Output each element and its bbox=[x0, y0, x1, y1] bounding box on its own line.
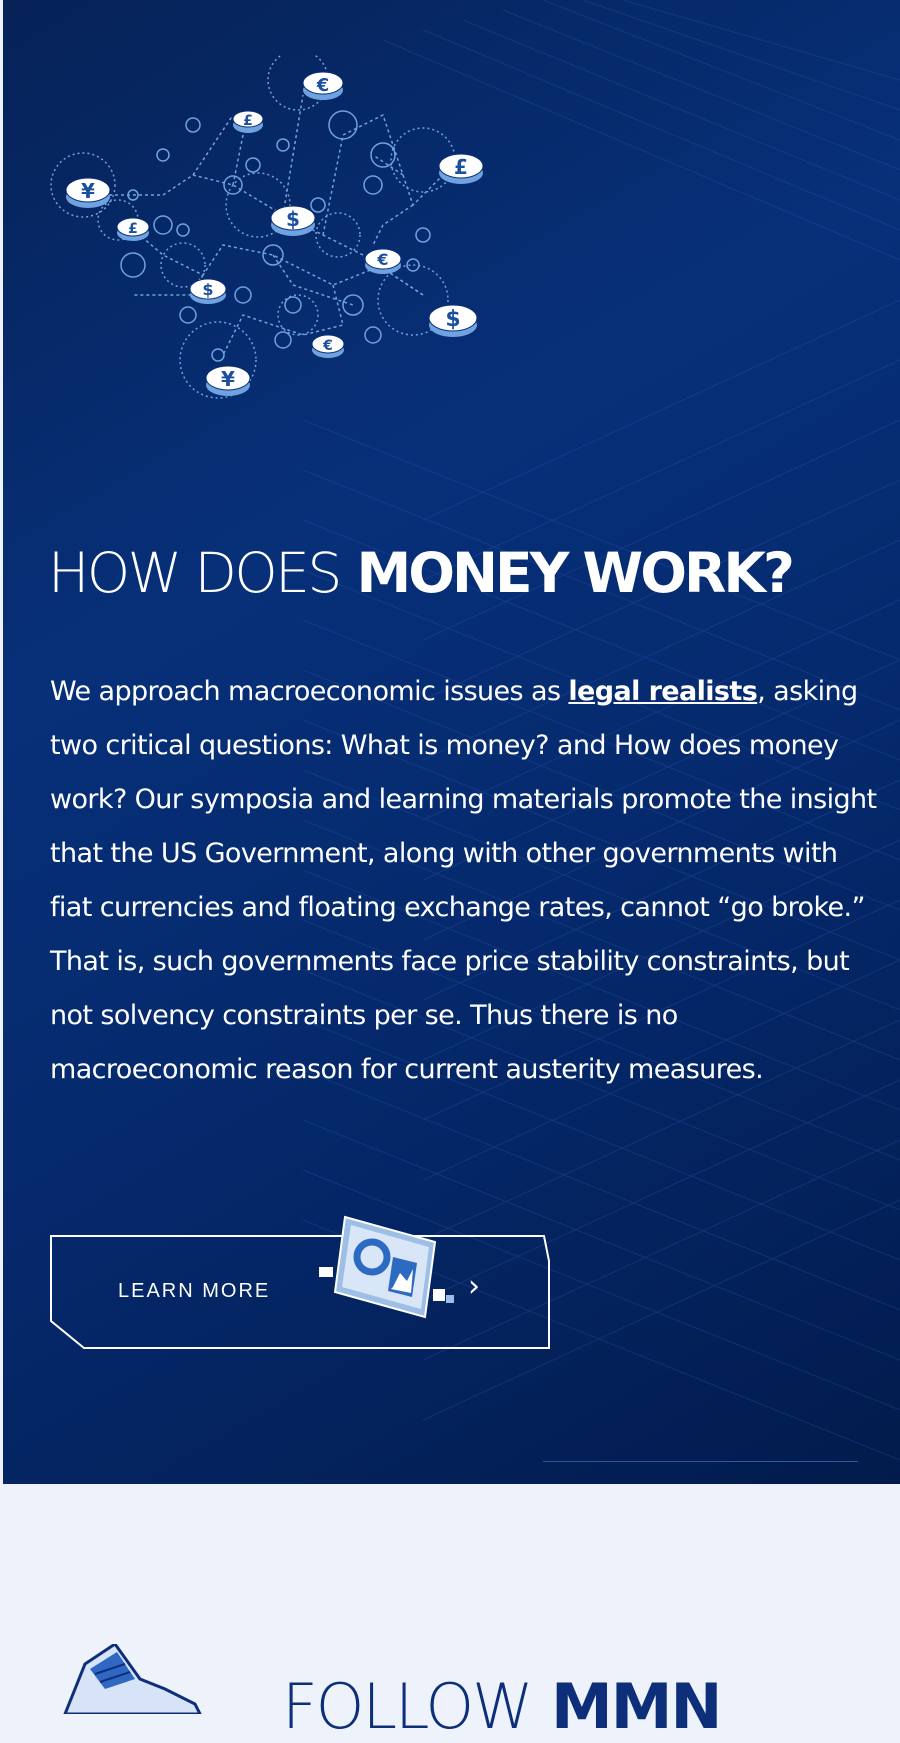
intro-paragraph bbox=[50, 665, 880, 1097]
currency-symbol: £ bbox=[454, 155, 468, 179]
legal-realists-link[interactable]: legal realists bbox=[568, 676, 758, 707]
divider-line bbox=[543, 1461, 858, 1462]
currency-network-illustration bbox=[43, 55, 513, 435]
currency-symbol: € bbox=[316, 75, 330, 96]
currency-symbol: $ bbox=[202, 280, 214, 299]
currency-symbol: ¥ bbox=[221, 367, 235, 391]
currency-symbol: $ bbox=[286, 207, 300, 231]
headline-light: HOW DOES bbox=[48, 541, 340, 605]
currency-symbol: £ bbox=[243, 113, 253, 129]
section-headline bbox=[48, 538, 792, 608]
hand-logo-icon bbox=[55, 1644, 205, 1714]
learn-more-button[interactable] bbox=[50, 1235, 550, 1350]
learn-more-label: LEARN MORE bbox=[118, 1280, 271, 1302]
currency-symbol: $ bbox=[445, 307, 461, 332]
chevron-right-icon: › bbox=[468, 1269, 480, 1304]
currency-symbol: £ bbox=[128, 221, 138, 237]
intro-text-start: We approach macroeconomic issues as bbox=[50, 676, 569, 707]
currency-symbol: ¥ bbox=[81, 179, 95, 203]
tablet-chart-icon bbox=[315, 1207, 465, 1327]
follow-heading-bold: MMN bbox=[551, 1670, 721, 1743]
follow-heading-light: FOLLOW bbox=[282, 1670, 532, 1743]
hero-section bbox=[3, 0, 900, 1484]
currency-symbol: € bbox=[377, 250, 389, 269]
intro-text-rest: , asking two critical questions: What is money? and How does money work? Our symposia and learning materials promote the insight that the US Government, along with other governments with fiat currencies and floating exchange rates, cannot “go broke.” That is, such governments face price stability constraints, but not solvency constraints per se. Thus there is no macroeconomic reason for current austerity measures. bbox=[50, 676, 877, 1085]
currency-symbol: € bbox=[323, 338, 333, 354]
headline-bold: MONEY WORK? bbox=[356, 541, 792, 605]
follow-section bbox=[0, 1484, 900, 1700]
follow-heading bbox=[282, 1672, 720, 1742]
